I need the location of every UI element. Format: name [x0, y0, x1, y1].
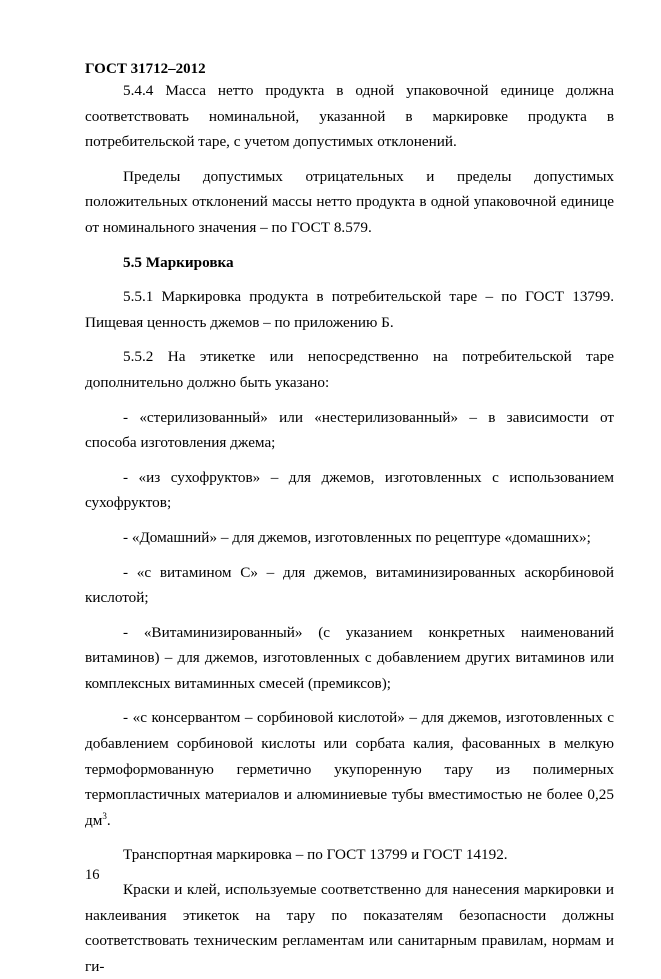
- list-item-vitamin-c: - «с витамином С» – для джемов, витаминизированных аскорбиновой кислотой;: [85, 563, 614, 607]
- document-header: ГОСТ 31712–2012: [85, 61, 206, 77]
- paragraph-paints-glue: Краски и клей, используемые соответственно для нанесения маркировки и наклеивания этикеток на тару по показателям безопасности должны соответствовать техническим регламентам или санитарным правилам, нормам и ги-: [85, 881, 614, 975]
- page-body: [85, 60, 614, 979]
- list-item-vitaminized: - «Витаминизированный» (с указанием конкретных наименований витаминов) – для джемов, изготовленных с добавлением других витаминов или комплексных витаминных смесей (премиксов);: [85, 623, 614, 692]
- section-heading-marking: 5.5 Маркировка: [123, 253, 234, 271]
- list-item-homemade: - «Домашний» – для джемов, изготовленных по рецептуре «домашних»;: [123, 528, 591, 546]
- page-number: 16: [85, 867, 100, 883]
- paragraph-transport-marking: Транспортная маркировка – по ГОСТ 13799 и ГОСТ 14192.: [123, 846, 508, 864]
- paragraph-5-5-2: 5.5.2 На этикетке или непосредственно на потребительской таре дополнительно должно быть указано:: [85, 348, 614, 391]
- superscript-cubic: 3: [102, 810, 107, 821]
- list-item-preservative: [85, 705, 614, 833]
- list-item-preservative-text: - «с консервантом – сорбиновой кислотой» – для джемов, изготовленных с добавлением сорбиновой кислоты или сорбата калия, фасованных в мелкую термоформованную герметично укупоренную тару из полимерных термопластичных материалов и алюминиевые тубы вместимостью не более 0,25 дм: [85, 709, 614, 829]
- paragraph-5-4-4: 5.4.4 Масса нетто продукта в одной упаковочной единице должна соответствовать номинальной, указанной в маркировке продукта в потребительской таре, с учетом допустимых отклонений.: [85, 82, 614, 151]
- list-item-sterilized: - «стерилизованный» или «нестерилизованный» – в зависимости от способа изготовления джема;: [85, 408, 614, 452]
- paragraph-5-5-1: 5.5.1 Маркировка продукта в потребительской таре – по ГОСТ 13799. Пищевая ценность джемов – по приложению Б.: [85, 288, 614, 331]
- list-item-dried-fruits: - «из сухофруктов» – для джемов, изготовленных с использованием сухофруктов;: [85, 468, 614, 512]
- paragraph-tolerance-limits: Пределы допустимых отрицательных и пределы допустимых положительных отклонений массы нетто продукта в одной упаковочной единице от номинального значения – по ГОСТ 8.579.: [85, 167, 614, 236]
- list-item-preservative-end: .: [106, 811, 111, 829]
